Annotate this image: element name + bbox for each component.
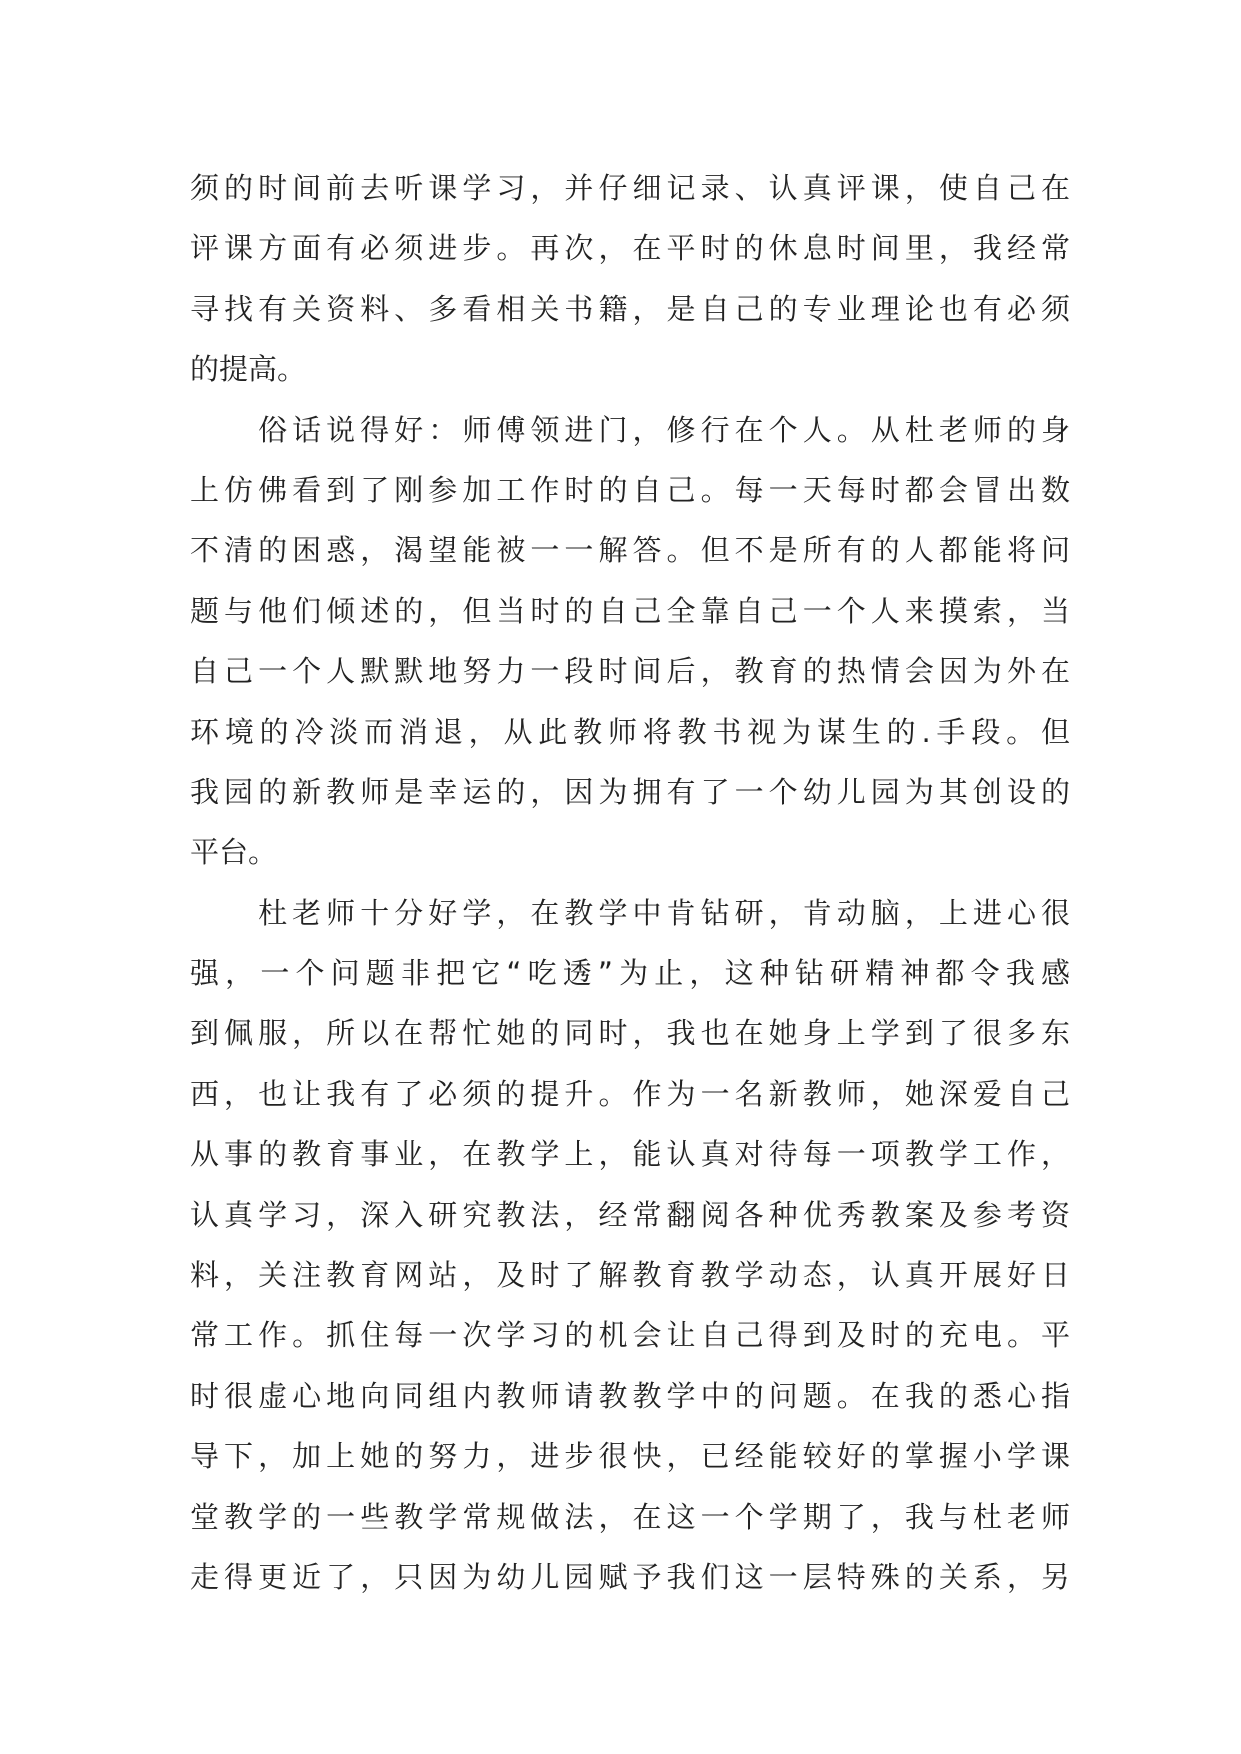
text-line: 导下，加上她的努力，进步很快，已经能较好的掌握小学课 [190,1439,1070,1474]
text-line: 西，也让我有了必须的提升。作为一名新教师，她深爱自己 [190,1076,1070,1111]
text-line: 须的时间前去听课学习，并仔细记录、认真评课，使自己在 [190,171,1070,205]
text-line: 杜老师十分好学，在教学中肯钻研，肯动脑，上进心很 [190,895,1070,930]
text-line: 环境的冷淡而消退，从此教师将教书视为谋生的.手段。但 [190,714,1070,749]
text-line: 时很虚心地向同组内教师请教教学中的问题。在我的悉心指 [190,1378,1070,1413]
text-line: 题与他们倾述的，但当时的自己全靠自己一个人来摸索，当 [190,593,1070,628]
text-line: 到佩服，所以在帮忙她的同时，我也在她身上学到了很多东 [190,1016,1070,1051]
text-line: 我园的新教师是幸运的，因为拥有了一个幼儿园为其创设的 [190,774,1070,809]
text-line: 上仿佛看到了刚参加工作时的自己。每一天每时都会冒出数 [190,472,1070,507]
text-line: 的提高。 [190,352,307,387]
body-text [190,158,1070,1607]
text-line: 认真学习，深入研究教法，经常翻阅各种优秀教案及参考资 [190,1197,1070,1232]
text-line: 评课方面有必须进步。再次，在平时的休息时间里，我经常 [190,231,1070,266]
text-line: 自己一个人默默地努力一段时间后，教育的热情会因为外在 [190,654,1070,689]
text-line: 从事的教育事业，在教学上，能认真对待每一项教学工作， [190,1137,1070,1172]
text-line: 堂教学的一些教学常规做法，在这一个学期了，我与杜老师 [190,1499,1070,1534]
text-line: 常工作。抓住每一次学习的机会让自己得到及时的充电。平 [190,1318,1070,1353]
text-line: 强，一个问题非把它“吃透”为止，这种钻研精神都令我感 [190,956,1070,991]
text-line: 寻找有关资料、多看相关书籍，是自己的专业理论也有必须 [190,291,1070,326]
text-line: 走得更近了，只因为幼儿园赋予我们这一层特殊的关系，另 [190,1559,1070,1594]
text-line: 料，关注教育网站，及时了解教育教学动态，认真开展好日 [190,1258,1070,1293]
text-line: 平台。 [190,835,278,870]
text-line: 不清的困惑，渴望能被一一解答。但不是所有的人都能将问 [190,533,1070,568]
text-line: 俗话说得好：师傅领进门，修行在个人。从杜老师的身 [190,412,1070,447]
